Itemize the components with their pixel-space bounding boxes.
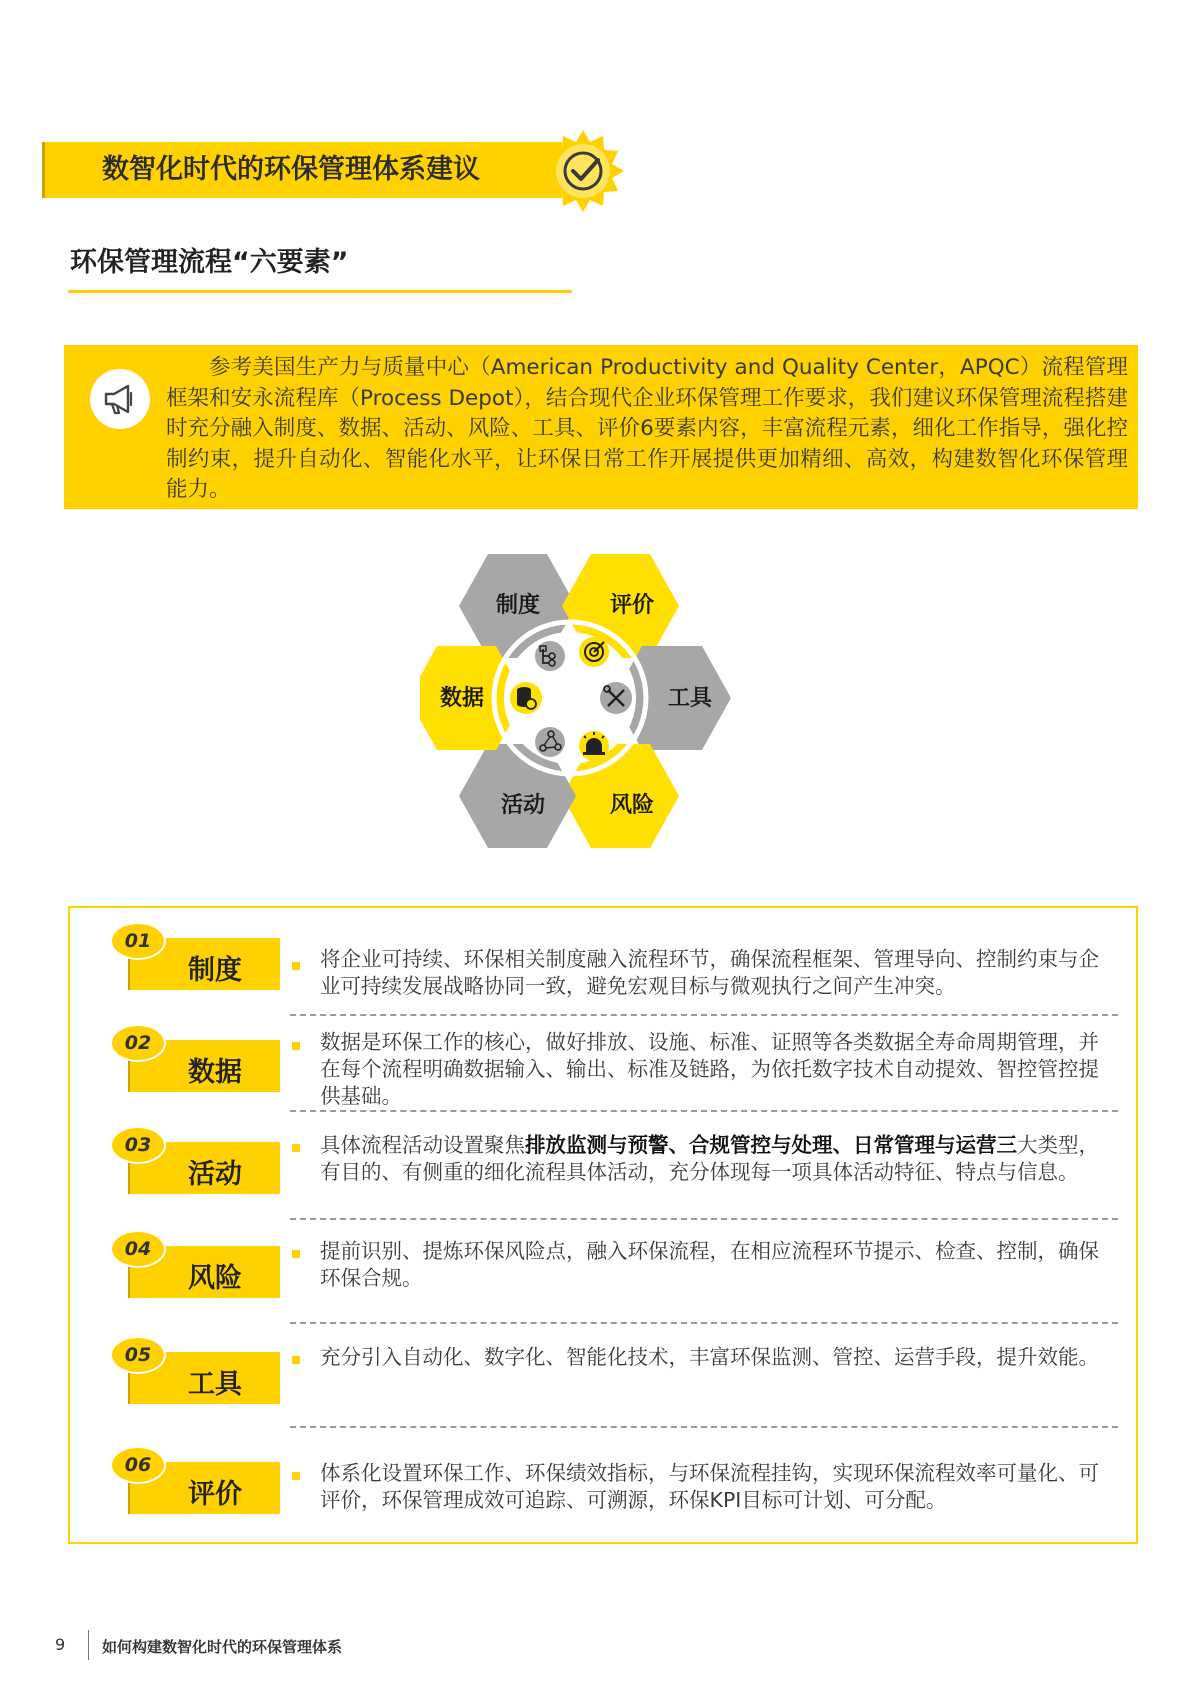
element-label: 数据 [188,1057,242,1088]
network-icon [535,727,565,757]
six-elements-diagram [420,548,780,878]
tools-icon [600,682,632,714]
divider [290,1322,1118,1324]
element-number: 05 [110,1336,166,1374]
element-description: 充分引入自动化、数字化、智能化技术，丰富环保监测、管控、运营手段，提升效能。 [320,1345,1099,1369]
footer-title: 如何构建数智化时代的环保管理体系 [102,1638,343,1656]
hex-label-zhidu: 制度 [495,593,541,618]
element-label: 工具 [188,1369,242,1400]
flowchart-icon [535,641,565,671]
chapter-title: 数智化时代的环保管理体系建议 [102,154,480,185]
bullet-icon [292,1144,300,1152]
divider [290,1426,1118,1428]
section-underline [68,290,572,293]
intro-paragraph: 参考美国生产力与质量中心（American Productivity and Quality Center，APQC）流程管理框架和安永流程库（Process Depot），结合现代企业环保管理工作要求，我们建议环保管理流程搭建时充分融入制度、数据、活动、风险、工具、评价6要素内容，丰富流程元素，细化工作指导，强化控制约束，提升自动化、智能化水平，让环保日常工作开展提供更加精细、高效，构建数智化环保管理能力。 [166,355,1128,502]
megaphone-icon [90,369,150,429]
element-description: 将企业可持续、环保相关制度融入流程环节，确保流程框架、管理导向、控制约束与企业可持续发展战略协同一致，避免宏观目标与微观执行之间产生冲突。 [320,947,1099,998]
element-label: 评价 [188,1479,242,1510]
intro-box [64,345,1138,509]
footer-separator [88,1630,89,1660]
divider [290,1110,1118,1112]
element-description: 具体流程活动设置聚焦排放监测与预警、合规管控与处理、日常管理与运营三大类型，有目的、有侧重的细化流程具体活动，充分体现每一项具体活动特征、特点与信息。 [320,1133,1099,1184]
element-number: 01 [110,922,166,960]
hex-label-pingjia: 评价 [609,593,655,618]
bullet-icon [292,1042,300,1050]
element-label: 制度 [188,955,242,986]
element-label: 风险 [188,1263,242,1294]
element-number: 04 [110,1230,166,1268]
element-number: 02 [110,1024,166,1062]
bullet-icon [292,1250,300,1258]
bullet-icon [292,962,300,970]
hex-label-shuju: 数据 [439,686,485,711]
divider [290,1014,1118,1016]
divider [290,1218,1118,1220]
page-number: 9 [55,1635,66,1654]
section-title: 环保管理流程“六要素” [70,247,349,278]
element-description: 提前识别、提炼环保风险点，融入环保流程，在相应流程环节提示、检查、控制，确保环保合规。 [320,1239,1099,1290]
bullet-icon [292,1356,300,1364]
checkmark-badge-icon [540,128,626,214]
elements-list [68,906,1138,1544]
alarm-icon [579,731,609,761]
database-icon [510,682,542,714]
element-label: 活动 [188,1159,242,1190]
hex-label-fengxian: 风险 [609,793,655,818]
element-description: 数据是环保工作的核心，做好排放、设施、标准、证照等各类数据全寿命周期管理，并在每个流程明确数据输入、输出、标准及链路，为依托数字技术自动提效、智控管控提供基础。 [320,1030,1099,1108]
element-number: 03 [110,1126,166,1164]
element-number: 06 [110,1446,166,1484]
hex-label-huodong: 活动 [500,793,546,818]
target-icon [579,637,609,667]
element-description: 体系化设置环保工作、环保绩效指标，与环保流程挂钩，实现环保流程效率可量化、可评价，环保管理成效可追踪、可溯源，环保KPI目标可计划、可分配。 [320,1461,1099,1512]
chapter-banner [42,142,562,198]
hex-label-gongju: 工具 [667,686,713,711]
bullet-icon [292,1472,300,1480]
